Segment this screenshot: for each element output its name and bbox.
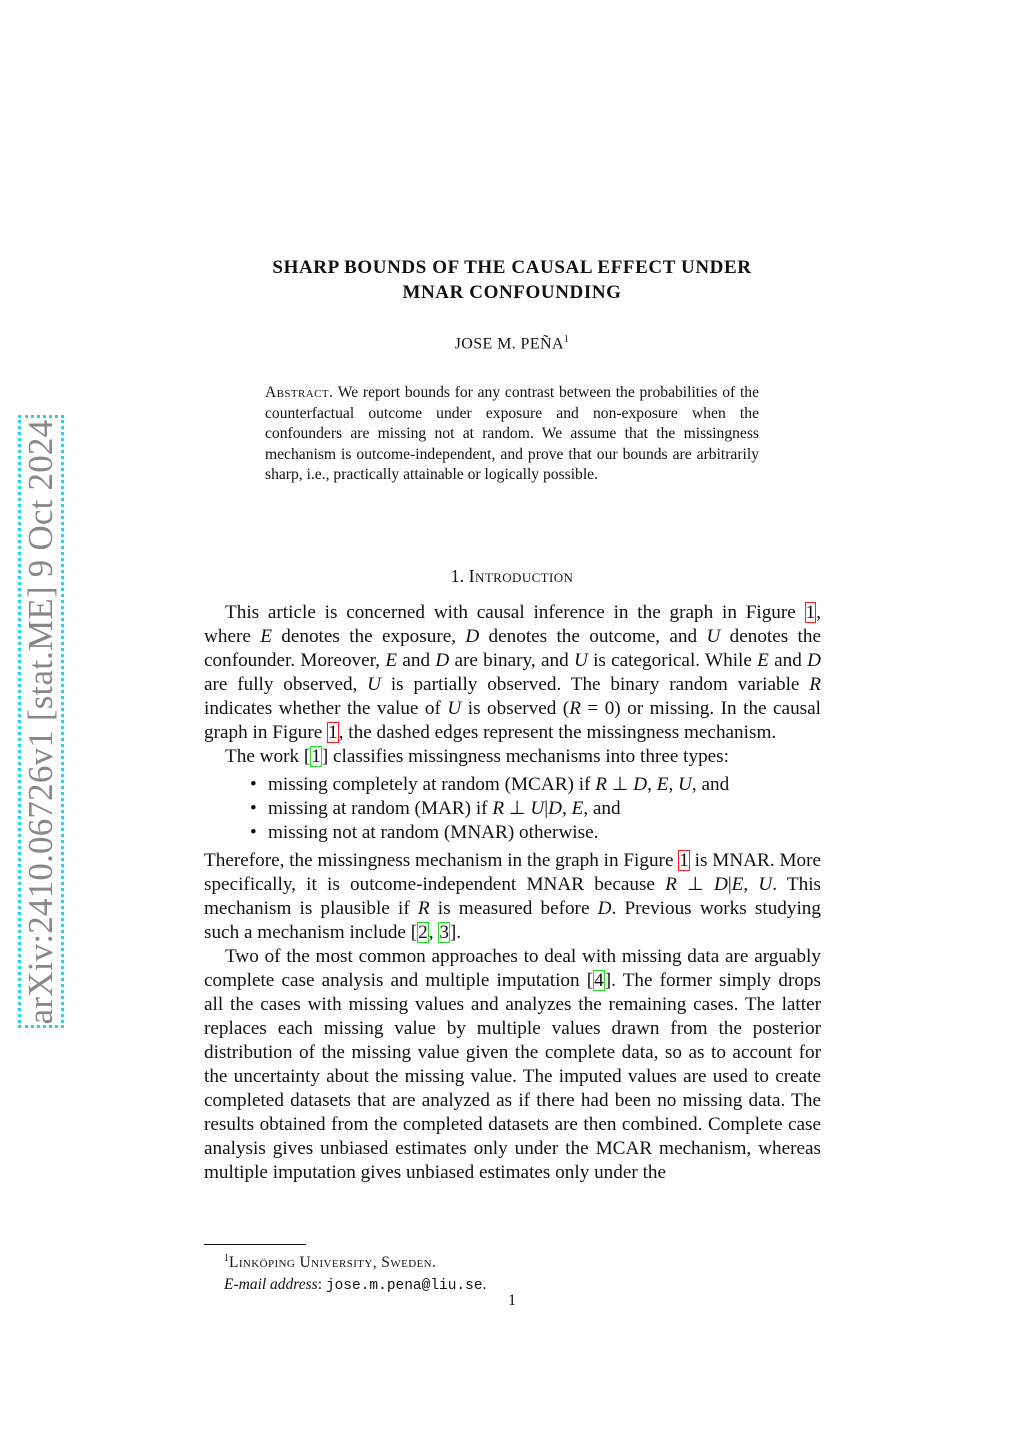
footnote-rule <box>204 1244 306 1245</box>
arxiv-identifier-text: arXiv:2410.06726v1 [stat.ME] 9 Oct 2024 <box>21 419 60 1024</box>
author-footnote-mark: 1 <box>563 334 570 345</box>
abstract-text: We report bounds for any contrast between the probabilities of the counterfactual outcome under exposure and non-exposure when the confounders are missing not at random. We assume that the missingness mechanism is outcome-independent, and prove that our bounds are arbitrarily sharp, i.e., practically attainable or logically possible. <box>265 384 760 484</box>
email-line: E-mail address: jose.m.pena@liu.se. <box>224 1276 487 1295</box>
citation-link[interactable]: 1 <box>311 746 321 767</box>
affiliation-line: $^1$Linköping University, Sweden. <box>224 1253 437 1272</box>
citation-link[interactable]: 2 <box>418 922 428 943</box>
list-item: • missing not at random (MNAR) otherwise. <box>268 821 821 845</box>
page-number: 1 <box>508 1292 516 1309</box>
email-label: E-mail address <box>224 1276 318 1294</box>
mechanism-list <box>204 773 821 845</box>
email-link[interactable]: jose.m.pena@liu.se <box>325 1278 483 1295</box>
author-name: JOSE M. PEÑA <box>454 335 564 353</box>
list-item: • missing completely at random (MCAR) if R ⊥ D, E, U, and <box>268 773 821 797</box>
paper-title <box>204 255 820 305</box>
section-heading <box>204 566 820 587</box>
footnote <box>224 1248 824 1297</box>
body-text <box>204 601 821 1185</box>
section-title: Introduction <box>468 566 574 586</box>
abstract <box>265 383 759 486</box>
arxiv-identifier-stamp[interactable] <box>18 415 64 1028</box>
citation-link[interactable]: 4 <box>594 970 604 991</box>
title-line-2: MNAR CONFOUNDING <box>402 282 622 303</box>
paragraph-3: Therefore, the missingness mechanism in the graph in Figure 1 is MNAR. More specifically, it is outcome-independent MNAR because R ⊥ D|E, U. This mechanism is plausible if R is measured before D. Previous works studying such a mechanism include [2, 3]. <box>204 850 822 943</box>
figure-ref-link[interactable]: 1 <box>679 850 689 871</box>
affiliation: Linköping University, Sweden. <box>229 1254 437 1272</box>
section-number: 1. <box>450 566 465 586</box>
title-line-1: SHARP BOUNDS OF THE CAUSAL EFFECT UNDER <box>272 257 752 278</box>
paragraph-1: This article is concerned with causal inference in the graph in Figure 1, where E denotes the exposure, D denotes the outcome, and U denotes the confounder. Moreover, E and D are binary, and U is categorical. While E and D are fully observed, U is partially observed. The binary random variable R indicates whether the value of U is observed (R = 0) or missing. In the causal graph in Figure 1, the dashed edges represent the missingness mechanism. <box>204 602 821 743</box>
paragraph-4: Two of the most common approaches to deal with missing data are arguably complete case analysis and multiple imputation [4]. The former simply drops all the cases with missing values and analyzes the remaining cases. The latter replaces each missing value by multiple values drawn from the posterior distribution of the missing value given the complete data, so as to account for the uncertainty about the missing value. The imputed values are used to create completed datasets that are analyzed as if there had been no missing data. The results obtained from the completed datasets are then combined. Complete case analysis gives unbiased estimates only under the MCAR mechanism, whereas multiple imputation gives unbiased estimates only under the <box>204 946 821 1183</box>
paragraph-2: The work [1] classifies missingness mechanisms into three types: <box>225 746 729 767</box>
figure-ref-link[interactable]: 1 <box>328 722 338 743</box>
list-item: • missing at random (MAR) if R ⊥ U|D, E, and <box>268 797 821 821</box>
abstract-label: Abstract. <box>265 384 334 401</box>
author-line <box>204 334 820 353</box>
citation-link[interactable]: 3 <box>439 922 449 943</box>
figure-ref-link[interactable]: 1 <box>805 602 816 623</box>
